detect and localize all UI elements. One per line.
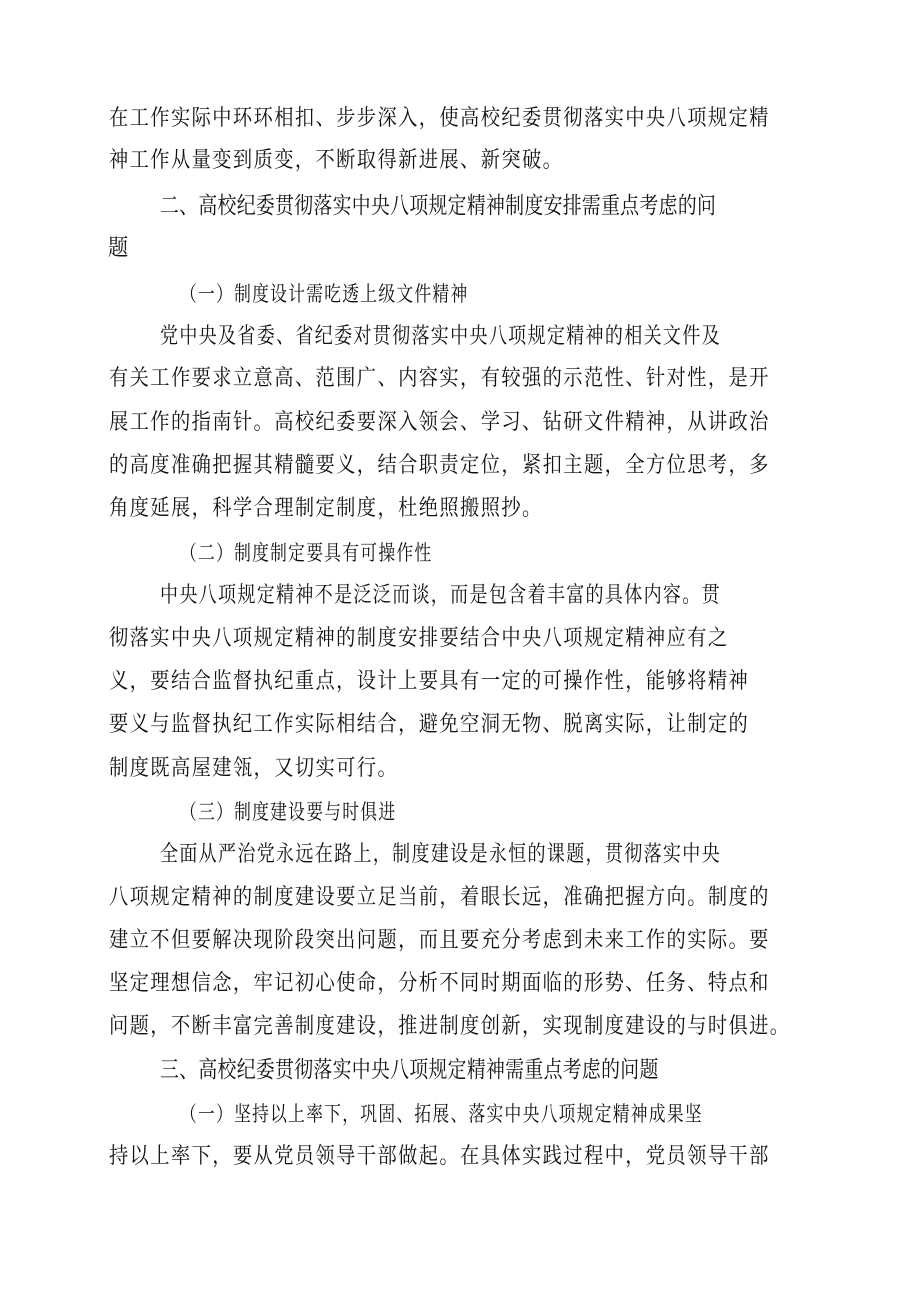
text-line: 义，要结合监督执纪重点，设计上要具有一定的可操作性，能够将精神 [109,669,750,694]
text-line: 神工作从量变到质变，不断取得新进展、新突破。 [109,148,564,173]
text-line: 八项规定精神的制度建设要立足当前，着眼长远，准确把握方向。制度的 [109,885,770,910]
text-line: 角度延展，科学合理制定制度，杜绝照搬照抄。 [109,496,543,521]
text-line: 在工作实际中环环相扣、步步深入，使高校纪委贯彻落实中央八项规定精 [109,106,770,131]
section-heading-3: 三、高校纪委贯彻落实中央八项规定精神需重点考虑的问题 [160,1057,659,1083]
text-line: 中央八项规定精神不是泛泛而谈，而是包含着丰富的具体内容。贯 [160,583,721,608]
text-line: 持以上率下，要从党员领导干部做起。在具体实践过程中，党员领导干部 [109,1144,770,1169]
section-heading-2-continuation: 题 [108,235,129,261]
text-line: 要义与监督执纪工作实际相结合，避免空洞无物、脱离实际，让制定的 [109,712,750,737]
subheading-2-3: （三）制度建设要与时俱进 [180,800,397,824]
text-line: 问题，不断丰富完善制度建设，推进制度创新，实现制度建设的与时俱进。 [109,1014,791,1039]
text-line: 建立不但要解决现阶段突出问题，而且要充分考虑到未来工作的实际。要 [109,928,770,953]
subheading-3-1: （一）坚持以上率下，巩固、拓展、落实中央八项规定精神成果坚 [180,1102,703,1126]
text-line: 党中央及省委、省纪委对贯彻落实中央八项规定精神的相关文件及 [160,324,721,349]
subheading-2-1: （一）制度设计需吃透上级文件精神 [180,282,469,306]
subheading-2-2: （二）制度制定要具有可操作性 [180,541,433,565]
text-line: 的高度准确把握其精髓要义，结合职责定位，紧扣主题，全方位思考，多 [109,453,770,478]
text-line: 彻落实中央八项规定精神的制度安排要结合中央八项规定精神应有之 [109,626,729,651]
text-line: 有关工作要求立意高、范围广、内容实，有较强的示范性、针对性，是开 [109,366,770,391]
text-line: 展工作的指南针。高校纪委要深入领会、学习、钻研文件精神，从讲政治 [109,410,770,435]
section-heading-2: 二、高校纪委贯彻落实中央八项规定精神制度安排需重点考虑的问 [160,193,717,219]
text-line: 全面从严治党永远在路上，制度建设是永恒的课题，贯彻落实中央 [160,842,721,867]
text-line: 坚定理想信念，牢记初心使命，分析不同时期面临的形势、任务、特点和 [109,971,770,996]
text-line: 制度既高屋建瓴，又切实可行。 [109,756,399,781]
